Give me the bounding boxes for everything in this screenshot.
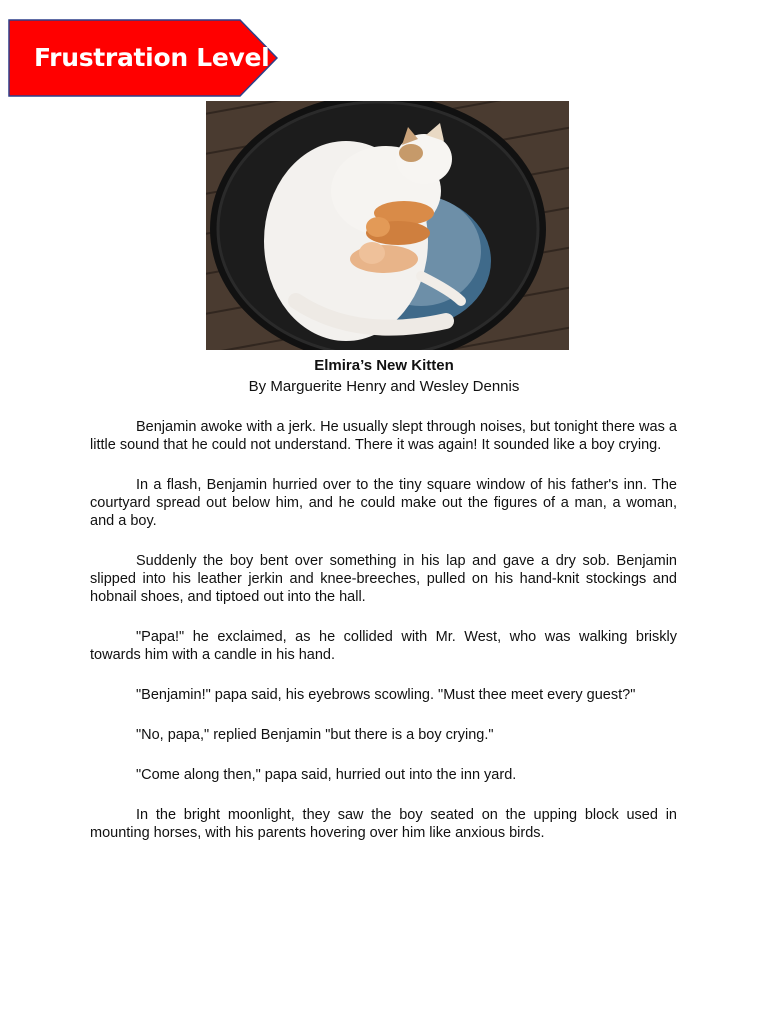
story-paragraph: "Come along then," papa said, hurried out into the inn yard. [136, 767, 517, 783]
story-paragraph: In the bright moonlight, they saw the boy seated on the upping block used in mounting horses, with his parents hovering over him like anxious birds. [90, 807, 677, 841]
story-paragraph: In a flash, Benjamin hurried over to the tiny square window of his father's inn. The courtyard spread out below him, and he could make out the figures of a man, a woman, and a boy. [90, 477, 677, 529]
story-title: Elmira’s New Kitten [314, 357, 454, 374]
story-byline: By Marguerite Henry and Wesley Dennis [248, 378, 520, 395]
story-paragraph: Benjamin awoke with a jerk. He usually slept through noises, but tonight there was a little sound that he could not understand. There it was again! It sounded like a boy crying. [90, 419, 677, 453]
story-body [90, 418, 677, 864]
story-paragraph: "Papa!" he exclaimed, as he collided with Mr. West, who was walking briskly towards him with a candle in his hand. [90, 629, 677, 663]
story-paragraph: Suddenly the boy bent over something in his lap and gave a dry sob. Benjamin slipped into his leather jerkin and knee-breeches, pulled on his hand-knit stockings and hobnail shoes, and tiptoed out into the hall. [90, 553, 677, 605]
story-paragraph: "Benjamin!" papa said, his eyebrows scowling. "Must thee meet every guest?" [136, 687, 636, 703]
cat-with-kittens-photo [206, 101, 569, 350]
banner-label: Frustration Level [34, 43, 270, 72]
story-paragraph: "No, papa," replied Benjamin "but there is a boy crying." [136, 727, 494, 743]
frustration-level-banner [8, 19, 278, 97]
